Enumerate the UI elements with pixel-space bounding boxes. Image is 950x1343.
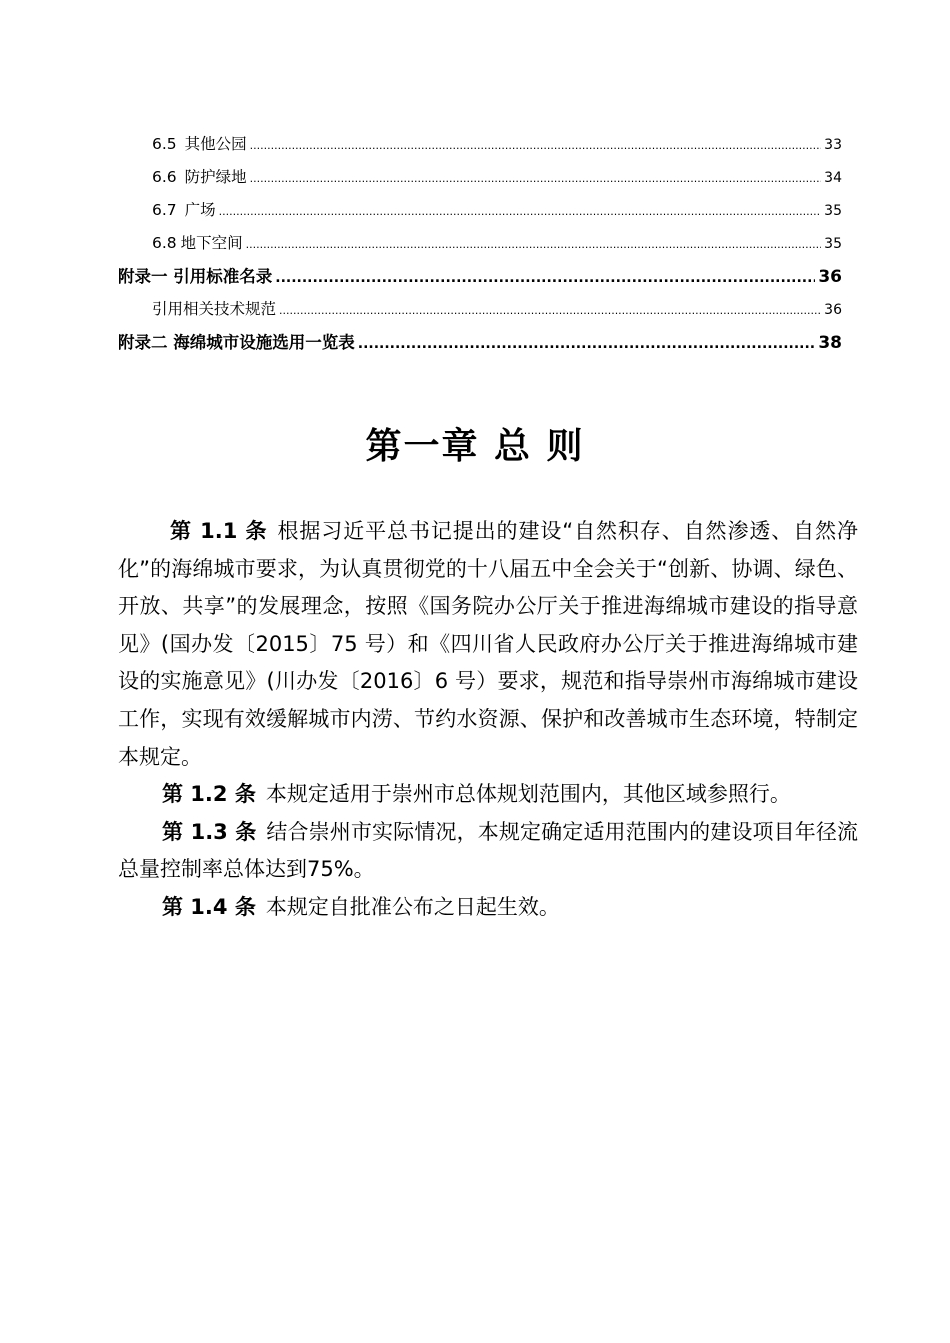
toc-dot-leader xyxy=(358,328,816,361)
toc-entry-title: 防护绿地 xyxy=(184,168,247,186)
toc-entry-number: 6.8 xyxy=(152,234,177,252)
toc-entry-title: 其他公园 xyxy=(184,135,247,153)
toc-entry-page: 33 xyxy=(824,137,842,153)
article-text: 结合崇州市实际情况，本规定确定适用范围内的建设项目年径流总量控制率总体达到75%。 xyxy=(118,819,859,882)
toc-entry-page: 36 xyxy=(818,267,842,287)
toc-entry-page: 36 xyxy=(824,302,842,318)
toc-entry-number: 6.7 xyxy=(152,201,177,219)
article-1-1 xyxy=(118,513,858,776)
toc-dot-leader xyxy=(250,129,822,162)
toc-appendix-entry[interactable] xyxy=(118,260,842,293)
toc-entry-page: 34 xyxy=(824,170,842,186)
toc-entry[interactable] xyxy=(118,161,842,194)
article-label: 第 1.3 条 xyxy=(162,819,257,844)
toc-entry[interactable] xyxy=(118,293,842,326)
table-of-contents xyxy=(118,128,842,359)
chapter-title: 第一章 总 则 xyxy=(365,426,585,467)
toc-entry-title: 附录二 海绵城市设施选用一览表 xyxy=(118,333,355,352)
toc-entry-page: 35 xyxy=(824,236,842,252)
article-label: 第 1.4 条 xyxy=(162,894,256,919)
toc-dot-leader xyxy=(250,162,822,195)
article-label: 第 1.1 条 xyxy=(170,519,268,543)
toc-entry-title: 引用相关技术规范 xyxy=(152,300,277,318)
toc-entry[interactable] xyxy=(118,227,842,260)
article-1-4 xyxy=(118,889,858,927)
toc-dot-leader xyxy=(246,228,822,261)
toc-entry[interactable] xyxy=(118,194,842,227)
article-1-3 xyxy=(118,814,858,889)
article-text: 本规定适用于崇州市总体规划范围内，其他区域参照行。 xyxy=(265,782,791,807)
article-1-2 xyxy=(118,776,858,814)
article-label: 第 1.2 条 xyxy=(162,782,256,807)
toc-entry-page: 35 xyxy=(824,203,842,219)
article-text: 根据习近平总书记提出的建设“自然积存、自然渗透、自然净化”的海绵城市要求，为认真贯彻党的十八届五中全会关于“创新、协调、绿色、开放、共享”的发展理念，按照《国务院办公厅关于推进海绵城市建设的指导意见》(国办发〔2015〕75 号）和《四川省人民政府办公厅关于推进海绵城市建设的实施意见》(川办发〔2016〕6 号）要求，规范和指导崇州市海绵城市建设工作，实现有效缓解城市内涝、节约水资源、保护和改善城市生态环境，特制定本规定。 xyxy=(118,519,858,769)
chapter-body xyxy=(118,513,858,927)
toc-appendix-entry[interactable] xyxy=(118,326,842,359)
toc-entry-title: 附录一 引用标准名录 xyxy=(118,267,273,286)
toc-entry[interactable] xyxy=(118,128,842,161)
toc-entry-page: 38 xyxy=(818,333,842,353)
toc-entry-title: 广场 xyxy=(184,201,216,219)
toc-dot-leader xyxy=(275,262,815,295)
toc-dot-leader xyxy=(219,195,822,228)
toc-dot-leader xyxy=(279,294,821,327)
article-text: 本规定自批准公布之日起生效。 xyxy=(265,894,560,919)
toc-entry-number: 6.6 xyxy=(152,168,177,186)
toc-entry-number: 6.5 xyxy=(152,135,177,153)
toc-entry-title: 地下空间 xyxy=(180,234,243,252)
